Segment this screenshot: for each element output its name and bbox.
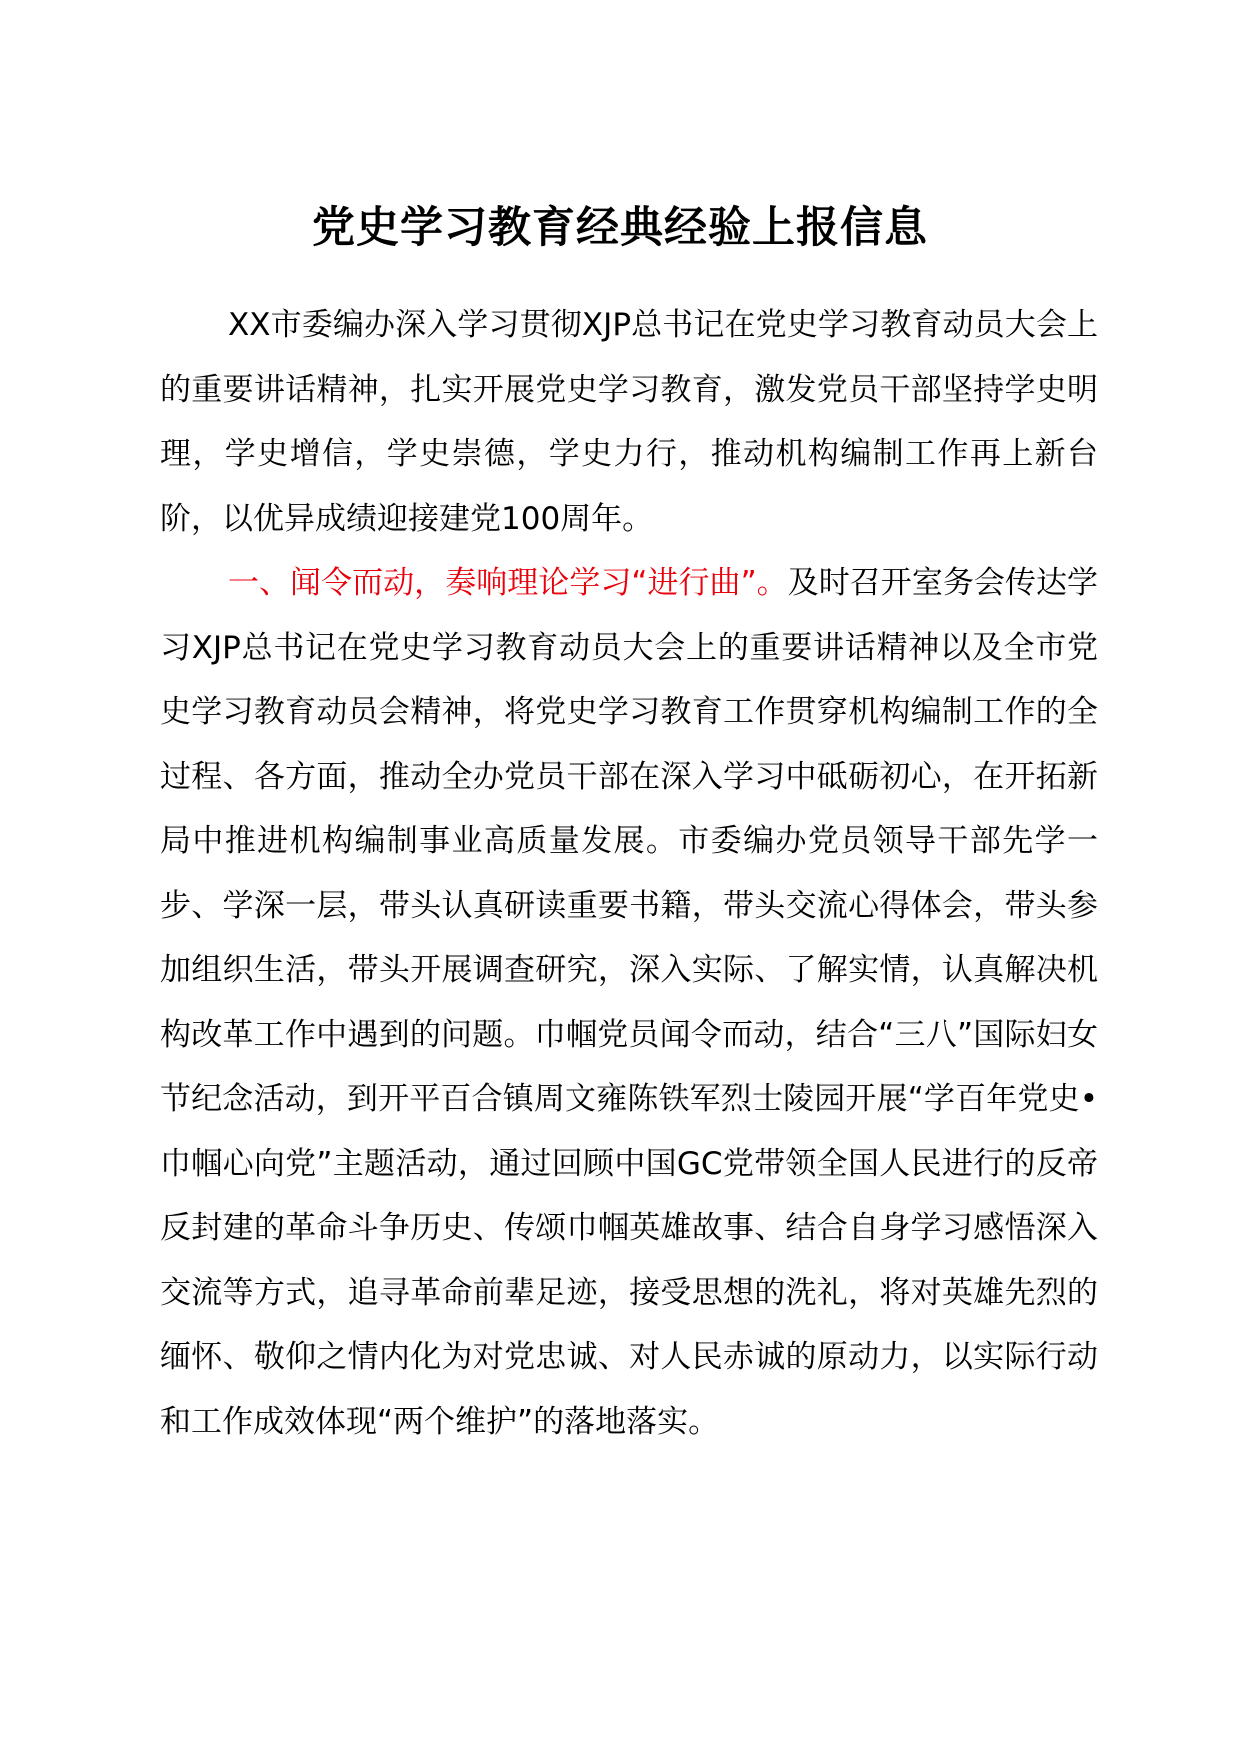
section-one-heading: 一、闻令而动，奏响理论学习“进行曲”。 — [228, 565, 788, 601]
intro-paragraph: XX市委编办深入学习贯彻XJP总书记在党史学习教育动员大会上的重要讲话精神，扎实开展党史学习教育，激发党员干部坚持学史明理，学史增信，学史崇德，学史力行，推动机构编制工作再上新台阶，以优异成绩迎接建党100周年。 — [160, 307, 1098, 537]
section-one-text: 及时召开室务会传达学习XJP总书记在党史学习教育动员大会上的重要讲话精神以及全市党史学习教育动员会精神，将党史学习教育工作贯穿机构编制工作的全过程、各方面，推动全办党员干部在深入学习中砥砺初心，在开拓新局中推进机构编制事业高质量发展。市委编办党员领导干部先学一步、学深一层，带头认真研读重要书籍，带头交流心得体会，带头参加组织生活，带头开展调查研究，深入实际、了解实情，认真解决机构改革工作中遇到的问题。巾帼党员闻令而动，结合“三八”国际妇女节纪念活动，到开平百合镇周文雍陈铁军烈士陵园开展“学百年党史•巾帼心向党”主题活动，通过回顾中国GC党带领全国人民进行的反帝反封建的革命斗争历史、传颂巾帼英雄故事、结合自身学习感悟深入交流等方式，追寻革命前辈足迹，接受思想的洗礼，将对英雄先烈的缅怀、敬仰之情内化为对党忠诚、对人民赤诚的原动力，以实际行动和工作成效体现“两个维护”的落地落实。 — [160, 565, 1098, 1440]
section-one-paragraph — [160, 551, 1098, 1454]
document-title: 党史学习教育经典经验上报信息 — [312, 203, 928, 253]
